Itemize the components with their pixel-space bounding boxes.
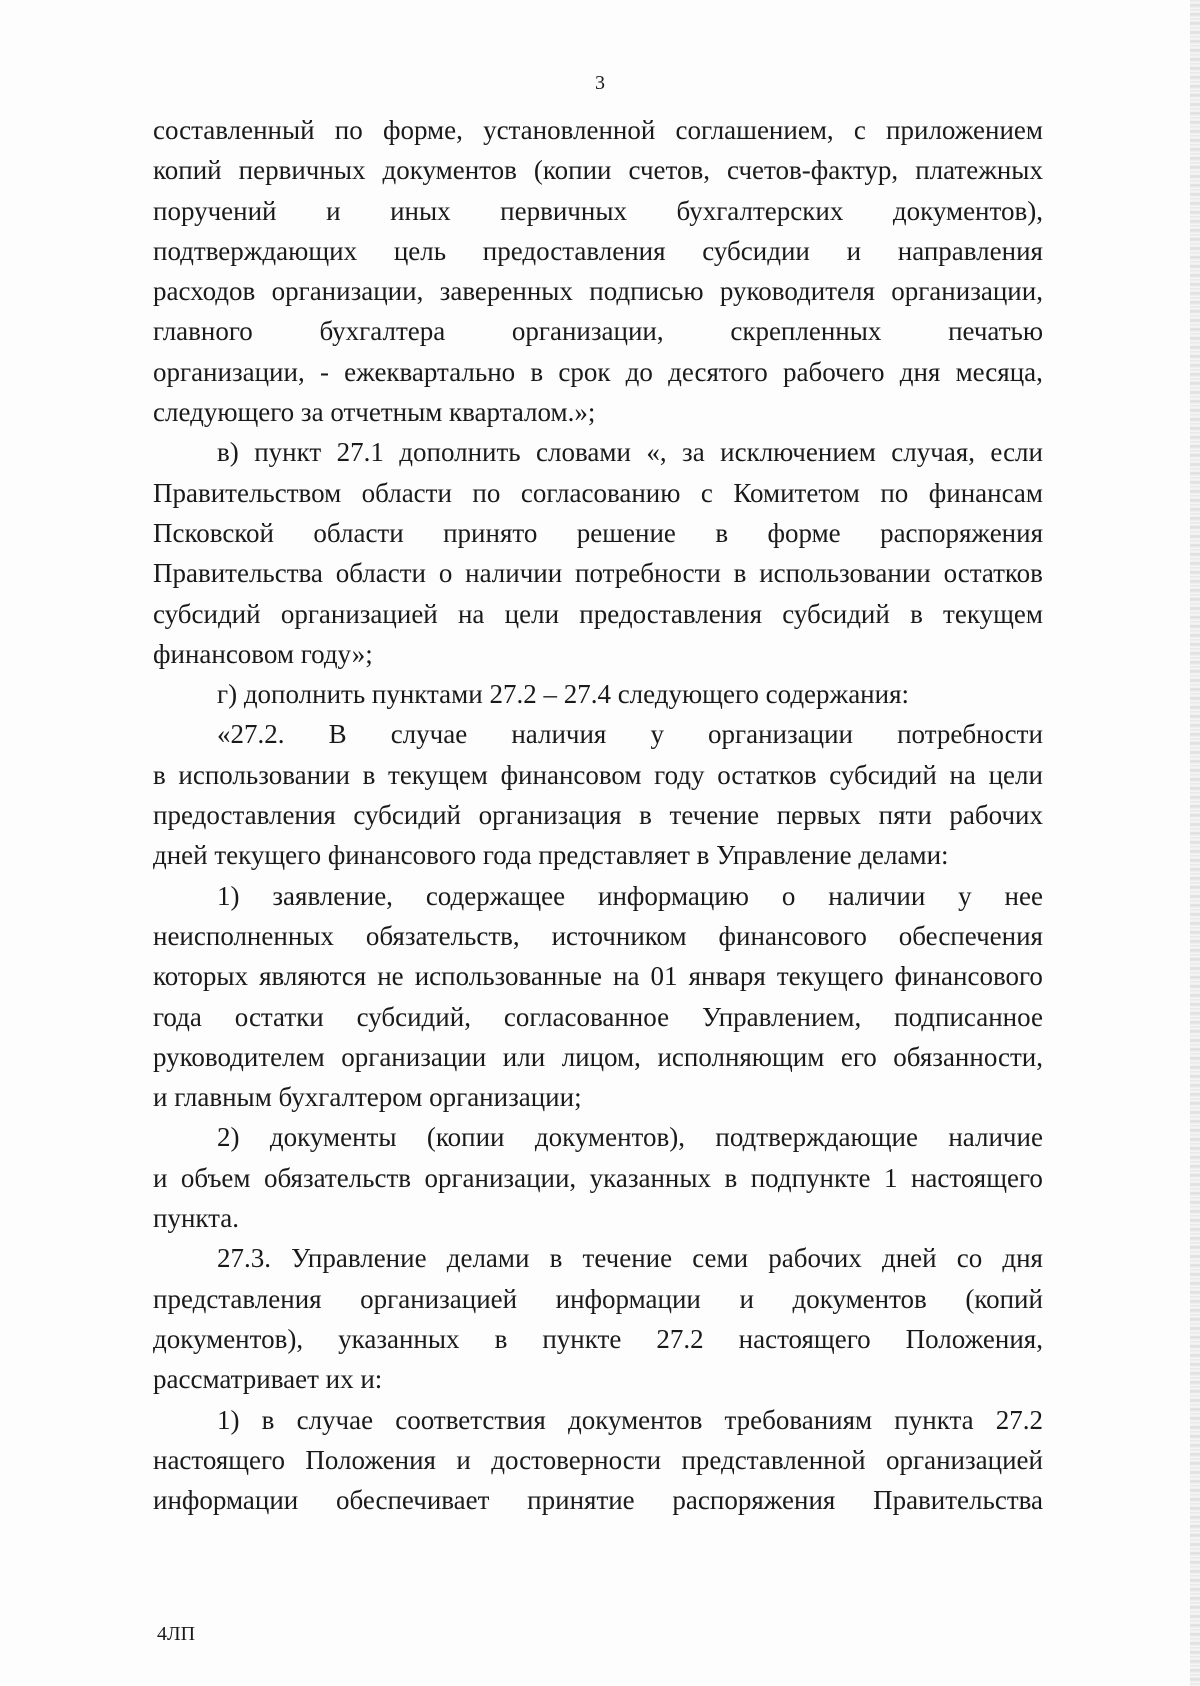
word: направления [897, 235, 1043, 266]
word: остатки [234, 1001, 324, 1032]
word: дня [1002, 1243, 1043, 1274]
word: 01 [650, 961, 678, 992]
word: по [880, 477, 909, 508]
word: 27.1 [336, 437, 384, 468]
word: пункта [894, 1404, 974, 1435]
word: предоставления [153, 800, 336, 831]
document-body [153, 110, 1043, 1520]
word: дня [899, 356, 941, 387]
word: исполняющим [657, 1041, 825, 1072]
word: в [153, 759, 166, 790]
text-line [153, 311, 1043, 351]
word: настоящего [738, 1323, 871, 1354]
word: Положения [305, 1444, 436, 1475]
word: подтверждающих [153, 235, 358, 266]
word: финансовом [500, 759, 642, 790]
word: составленный [153, 115, 315, 145]
word: главного [153, 316, 253, 347]
word: делами [446, 1243, 530, 1274]
word: 1 [884, 1162, 898, 1193]
word: организацией [886, 1444, 1043, 1475]
text-line: рассматривает их и: [153, 1364, 383, 1395]
word: на [613, 961, 640, 992]
word: использованные [414, 961, 602, 992]
word: у [650, 719, 664, 750]
word: в [715, 517, 729, 548]
word: установленной [483, 115, 656, 145]
word: на [457, 598, 485, 629]
text-line: следующего за отчетным кварталом.»; [153, 397, 596, 428]
word: или [502, 1041, 546, 1072]
word: организации, [891, 276, 1043, 307]
text-line [153, 553, 1043, 593]
word: заявление, [272, 880, 393, 911]
page-number: 3 [595, 72, 605, 94]
word: году [654, 759, 705, 790]
word: в [639, 800, 652, 831]
word: - [319, 356, 329, 387]
word: Управлением, [701, 1001, 862, 1032]
word: документов), [892, 195, 1043, 226]
word: рабочих [768, 1243, 862, 1274]
word: не [377, 961, 404, 992]
word: принятие [527, 1485, 635, 1516]
word: достоверности [491, 1444, 662, 1475]
word: финансового [718, 920, 867, 951]
word: организации, [424, 1162, 577, 1193]
word: 1) [217, 1404, 240, 1435]
word: текущем [943, 598, 1043, 629]
word: подписью [589, 276, 704, 307]
word: «, [646, 437, 667, 468]
word: срок [558, 356, 611, 387]
word: указанных [338, 1323, 460, 1354]
word: заверенных [439, 276, 573, 307]
word: руководителя [719, 276, 875, 307]
word: до [625, 356, 653, 387]
text-line [153, 916, 1043, 956]
word: согласованию [520, 477, 681, 508]
word: текущем [388, 759, 488, 790]
word: в [494, 1323, 508, 1354]
word: настоящего [910, 1162, 1043, 1193]
word: рабочих [949, 800, 1043, 831]
text-line [153, 956, 1043, 996]
word: наличие [948, 1122, 1043, 1153]
word: распоряжения [672, 1485, 836, 1516]
word: десятого [668, 356, 768, 387]
word: соглашением, [675, 115, 834, 145]
word: 1) [217, 880, 240, 911]
text-line [153, 594, 1043, 634]
word: распоряжения [880, 517, 1043, 548]
word: Правительством [153, 477, 342, 508]
word: организации [708, 719, 854, 750]
word: наличии [465, 558, 563, 589]
word: остатков [717, 759, 817, 790]
word: счетов-фактур, [727, 155, 899, 186]
word: субсидий [153, 598, 261, 629]
text-line [153, 1158, 1043, 1198]
word: являются [259, 961, 367, 992]
word: субсидий [353, 800, 461, 831]
word: информации [153, 1485, 299, 1516]
word: организация [478, 800, 622, 831]
word: организации [341, 1041, 487, 1072]
word: документов), [153, 1323, 304, 1354]
word: скрепленных [730, 316, 882, 347]
word: и [846, 235, 862, 266]
text-line [153, 110, 1043, 150]
word: семи [692, 1243, 749, 1274]
text-line [153, 1279, 1043, 1319]
word: наличия [511, 719, 607, 750]
word: организацией [280, 598, 438, 629]
word: на [949, 759, 976, 790]
word: цели [988, 759, 1043, 790]
word: случая, [891, 437, 975, 468]
word: ежеквартально [344, 356, 516, 387]
word: использовании [759, 558, 931, 589]
word: по [334, 115, 363, 145]
word: его [840, 1041, 877, 1072]
text-line [153, 997, 1043, 1037]
word: Положения, [905, 1323, 1043, 1354]
word: о [781, 880, 796, 911]
word: бухгалтерских [676, 195, 844, 226]
word: в [549, 1243, 563, 1274]
text-line [153, 513, 1043, 553]
word: 27.3. [217, 1243, 271, 1274]
word: представленной [681, 1444, 866, 1475]
word: расходов [153, 276, 256, 307]
text-line: пункта. [153, 1203, 240, 1234]
word: счетов, [628, 155, 710, 186]
text-line [153, 755, 1043, 795]
word: документов [567, 1404, 703, 1435]
word: в [910, 598, 923, 629]
word: копий [153, 155, 222, 186]
text-line: финансовом году»; [153, 638, 373, 669]
text-line [153, 795, 1043, 835]
word: решение [576, 517, 676, 548]
text-line [153, 1400, 1043, 1440]
word: подтверждающие [715, 1122, 918, 1153]
word: документов [792, 1283, 927, 1314]
word: документы [269, 1122, 397, 1153]
text-line [153, 876, 1043, 916]
word: течение [669, 800, 760, 831]
word: течение [582, 1243, 673, 1274]
word: о [438, 558, 453, 589]
text-line [153, 271, 1043, 311]
word: форме [767, 517, 841, 548]
word: «27.2. [217, 719, 285, 750]
word: цели [504, 598, 560, 629]
word: неисполненных [153, 920, 334, 951]
word: первых [776, 800, 862, 831]
scan-edge-artifact [1190, 0, 1200, 1686]
word: форме, [382, 115, 463, 145]
word: использовании [178, 759, 350, 790]
word: с [700, 477, 713, 508]
word: исключением [720, 437, 876, 468]
word: указанных [589, 1162, 712, 1193]
text-line: и главным бухгалтером организации; [153, 1082, 582, 1113]
word: области [361, 477, 452, 508]
word: дней [881, 1243, 937, 1274]
word: текущего [776, 961, 884, 992]
word: первичных [238, 155, 366, 186]
word: по [472, 477, 501, 508]
text-line [153, 1238, 1043, 1278]
word: наличии [828, 880, 926, 911]
word: в [724, 1162, 738, 1193]
word: приложением [886, 115, 1043, 145]
word: Псковской [153, 517, 274, 548]
word: остатков [943, 558, 1043, 589]
word: с [853, 115, 866, 145]
word: бухгалтера [319, 316, 446, 347]
word: 2) [217, 1122, 240, 1153]
word: платежных [915, 155, 1043, 186]
text-line [153, 352, 1043, 392]
word: и [739, 1283, 754, 1314]
word: 27.2 [656, 1323, 704, 1354]
word: случае [296, 1404, 374, 1435]
word: настоящего [153, 1444, 285, 1475]
word: которых [153, 961, 248, 992]
word: субсидий [782, 598, 890, 629]
word: представления [153, 1283, 322, 1314]
text-line [153, 1037, 1043, 1077]
word: со [956, 1243, 983, 1274]
word: Комитетом [733, 477, 860, 508]
word: и [456, 1444, 471, 1475]
word: обеспечивает [335, 1485, 490, 1516]
word: Правительства [873, 1485, 1043, 1516]
word: цель [393, 235, 447, 266]
word: если [990, 437, 1043, 468]
word: января [688, 961, 766, 992]
word: организации, [153, 356, 305, 387]
word: рабочего [783, 356, 885, 387]
word: нее [1004, 880, 1043, 911]
word: В [328, 719, 347, 750]
word: иных [390, 195, 451, 226]
word: за [682, 437, 705, 468]
word: пяти [878, 800, 932, 831]
text-line: г) дополнить пунктами 27.2 – 27.4 следующего содержания: [217, 679, 909, 710]
word: в [733, 558, 747, 589]
word: согласованное [503, 1001, 670, 1032]
word: документов [382, 155, 517, 186]
word: в [530, 356, 544, 387]
word: в) [217, 437, 239, 468]
text-line [153, 191, 1043, 231]
text-line [153, 150, 1043, 190]
word: месяца, [955, 356, 1043, 387]
word: 27.2 [995, 1404, 1043, 1435]
word: обязанности, [893, 1041, 1043, 1072]
word: словами [536, 437, 631, 468]
word: требованиям [724, 1404, 873, 1435]
word: финансового [894, 961, 1043, 992]
word: случае [390, 719, 468, 750]
word: пункте [542, 1323, 622, 1354]
word: организацией [360, 1283, 518, 1314]
word: обязательств, [365, 920, 520, 951]
word: (копии [533, 155, 612, 186]
word: информации [555, 1283, 701, 1314]
word: финансам [928, 477, 1043, 508]
word: обязательств [263, 1162, 412, 1193]
word: документов), [534, 1122, 685, 1153]
word: года [153, 1001, 202, 1032]
text-line: дней текущего финансового года представляет в Управление делами: [153, 840, 949, 871]
word: в [362, 759, 376, 790]
word: организации, [271, 276, 424, 307]
word: источником [551, 920, 687, 951]
word: (копий [965, 1283, 1043, 1314]
footer-code: 4ЛП [157, 1623, 196, 1645]
word: области [313, 517, 404, 548]
word: лицом, [561, 1041, 641, 1072]
text-line [153, 1480, 1043, 1520]
word: предоставления [482, 235, 666, 266]
word: Управление [291, 1243, 427, 1274]
word: потребности [897, 719, 1043, 750]
word: обеспечения [898, 920, 1043, 951]
word: поручений [153, 195, 277, 226]
word: подпункте [750, 1162, 871, 1193]
word: области [335, 558, 426, 589]
text-line [153, 714, 1043, 754]
word: дополнить [399, 437, 521, 468]
word: подписанное [894, 1001, 1043, 1032]
word: у [958, 880, 972, 911]
word: руководителем [153, 1041, 325, 1072]
text-line [153, 1117, 1043, 1157]
text-line [153, 231, 1043, 271]
word: субсидий, [356, 1001, 471, 1032]
word: и [326, 195, 341, 226]
text-line [153, 1319, 1043, 1359]
word: потребности [575, 558, 721, 589]
word: и [153, 1162, 168, 1193]
word: информацию [598, 880, 749, 911]
word: объем [180, 1162, 251, 1193]
word: принято [443, 517, 538, 548]
text-line [153, 432, 1043, 472]
word: в [261, 1404, 275, 1435]
word: первичных [500, 195, 627, 226]
word: соответствия [395, 1404, 546, 1435]
word: Правительства [153, 558, 323, 589]
word: организации, [511, 316, 664, 347]
word: содержащее [425, 880, 566, 911]
word: печатью [948, 316, 1043, 347]
word: субсидии [702, 235, 810, 266]
word: субсидий [829, 759, 937, 790]
text-line [153, 1440, 1043, 1480]
text-line [153, 473, 1043, 513]
word: предоставления [579, 598, 763, 629]
word: пункт [254, 437, 322, 468]
word: (копии [426, 1122, 505, 1153]
